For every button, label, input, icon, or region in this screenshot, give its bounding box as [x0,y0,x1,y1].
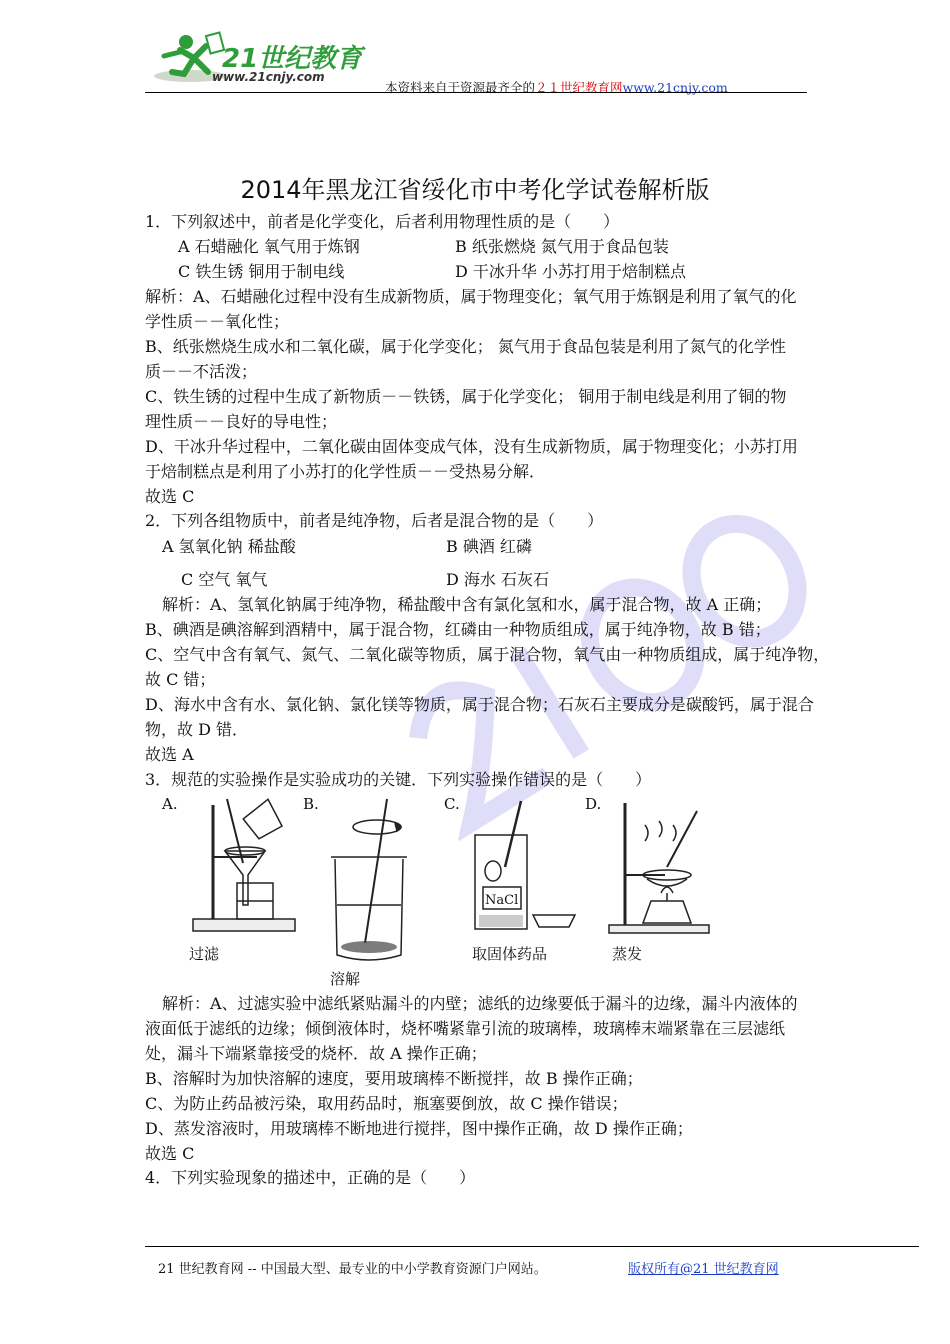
option-2c: C 空气 氧气 [181,570,268,589]
question-2: 2．下列各组物质中，前者是纯净物，后者是混合物的是（ ） [145,511,604,530]
option-1b: B 纸张燃烧 氮气用于食品包装 [455,237,669,256]
analysis-line: C、铁生锈的过程中生成了新物质－－铁锈，属于化学变化； 铜用于制电线是利用了铜的物 [145,387,787,406]
evaporation-figure [605,797,715,937]
copyright-link[interactable]: 版权所有@21 世纪教育网 [628,1262,779,1277]
question-1: 1．下列叙述中，前者是化学变化，后者利用物理性质的是（ ） [145,212,620,231]
question-3: 3．规范的实验操作是实验成功的关键．下列实验操作错误的是（ ） [145,770,652,789]
figure-caption-d: 蒸发 [612,945,643,963]
header-divider [145,92,807,93]
analysis-line: 于焙制糕点是利用了小苏打的化学性质－－受热易分解． [145,462,546,481]
logo-url: www.21cnjy.com [212,70,325,84]
option-1d: D 干冰升华 小苏打用于焙制糕点 [455,262,687,281]
analysis-line: D、海水中含有水、氯化钠、氯化镁等物质，属于混合物；石灰石主要成分是碳酸钙，属于混合 [145,695,814,714]
analysis-line: 处，漏斗下端紧靠接受的烧杯．故 A 操作正确； [145,1044,487,1063]
figure-letter-d: D. [585,795,602,813]
footer-text: 21 世纪教育网 -- 中国最大型、最专业的中小学教育资源门户网站。 [158,1262,547,1277]
analysis-line: 质－－不活泼； [145,362,258,381]
footer-divider [145,1246,919,1247]
analysis-line: B、溶解时为加快溶解的速度，要用玻璃棒不断搅拌，故 B 操作正确； [145,1069,643,1088]
option-2d: D 海水 石灰石 [446,570,550,589]
analysis-line: B、纸张燃烧生成水和二氧化碳，属于化学变化； 氮气用于食品包装是利用了氮气的化学性 [145,337,786,356]
question-4: 4．下列实验现象的描述中，正确的是（ ） [145,1168,476,1187]
analysis-line: C、空气中含有氧气、氮气、二氧化碳等物质，属于混合物，氧气由一种物质组成，属于纯净物， [145,645,830,664]
filtration-figure [185,797,300,942]
analysis-line: B、碘酒是碘溶解到酒精中，属于混合物，红磷由一种物质组成，属于纯净物，故 B 错； [145,620,771,639]
page-title: 2014年黑龙江省绥化市中考化学试卷解析版 [240,176,710,204]
figure-caption-c: 取固体药品 [472,945,548,963]
analysis-line: C、为防止药品被污染，取用药品时，瓶塞要倒放，故 C 操作错误； [145,1094,628,1113]
dissolving-figure [325,797,415,967]
analysis-line: D、蒸发溶液时，用玻璃棒不断地进行搅拌，图中操作正确，故 D 操作正确； [145,1119,693,1138]
logo-text: 21世纪教育 [222,44,363,74]
figure-letter-a: A. [162,795,178,813]
option-1a: A 石蜡融化 氧气用于炼钢 [178,237,360,256]
solid-reagent-figure [465,797,585,937]
analysis-line: 物，故 D 错． [145,720,249,739]
analysis-line: 液面低于滤纸的边缘；倾倒液体时，烧杯嘴紧靠引流的玻璃棒，玻璃棒末端紧靠在三层滤纸 [145,1019,786,1038]
analysis-line: 学性质－－氧化性； [145,312,290,331]
nacl-label: NaCl [485,893,519,908]
answer-1: 故选 C [145,487,195,506]
figure-letter-b: B. [303,795,319,813]
analysis-line: 理性质－－良好的导电性； [145,412,338,431]
answer-3: 故选 C [145,1144,195,1163]
analysis-line: 解析：A、氢氧化钠属于纯净物，稀盐酸中含有氯化氢和水，属于混合物，故 A 正确； [162,595,772,614]
answer-2: 故选 A [145,745,194,764]
brand-name: ２１世纪教育网 [535,80,623,95]
figure-caption-b: 溶解 [330,970,361,988]
figure-letter-c: C. [444,795,460,813]
header-tagline: 本资料来自于资源最齐全的２１世纪教育网www.21cnjy.com [385,80,728,95]
analysis-line: D、干冰升华过程中，二氧化碳由固体变成气体，没有生成新物质，属于物理变化；小苏打用 [145,437,798,456]
figure-caption-a: 过滤 [189,945,220,963]
analysis-line: 解析：A、石蜡融化过程中没有生成新物质，属于物理变化；氧气用于炼钢是利用了氧气的化 [145,287,797,306]
header-link[interactable]: www.21cnjy.com [622,80,728,95]
option-2b: B 碘酒 红磷 [446,537,532,556]
analysis-line: 故 C 错； [145,670,216,689]
analysis-line: 解析：A、过滤实验中滤纸紧贴漏斗的内壁；滤纸的边缘要低于漏斗的边缘，漏斗内液体的 [162,994,798,1013]
option-2a: A 氢氧化钠 稀盐酸 [162,537,296,556]
option-1c: C 铁生锈 铜用于制电线 [178,262,345,281]
